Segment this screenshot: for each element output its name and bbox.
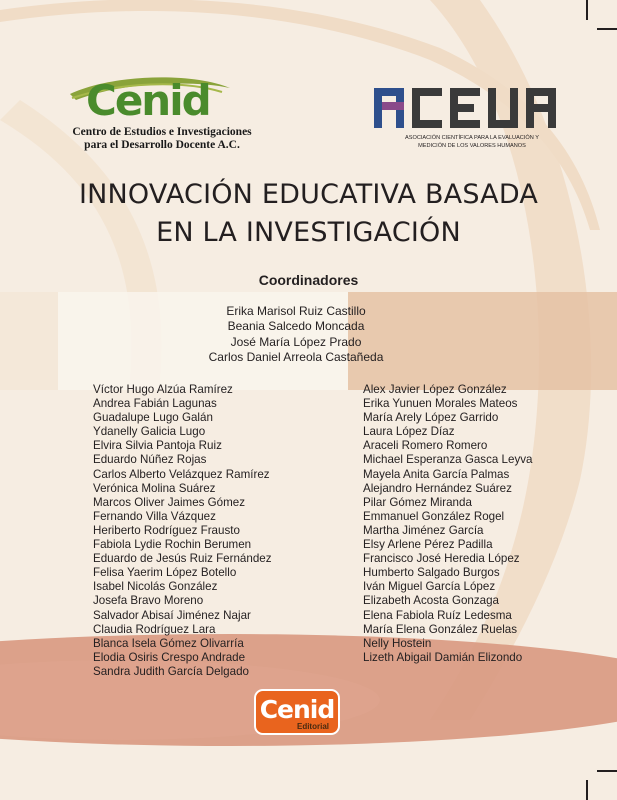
coordinators-heading: Coordinadores — [258, 272, 359, 288]
aceva-subtitle — [372, 134, 572, 150]
editorial-logo-word: Cenid — [259, 695, 335, 724]
author-name: Emmanuel González Rogel — [363, 509, 505, 523]
author-name: Fernando Villa Vázquez — [93, 509, 216, 523]
author-name: Heriberto Rodríguez Frausto — [93, 523, 240, 537]
author-name: Laura López Díaz — [363, 425, 455, 439]
author-name: Marcos Oliver Jaimes Gómez — [93, 495, 246, 509]
author-name: Elsy Arlene Pérez Padilla — [363, 538, 493, 552]
author-name: Fabiola Lydie Rochin Berumen — [93, 538, 252, 552]
author-name: Alejandro Hernández Suárez — [363, 481, 512, 495]
crop-mark — [586, 0, 588, 20]
book-title-line: EN LA INVESTIGACIÓN — [156, 217, 461, 248]
author-name: Verónica Molina Suárez — [93, 481, 216, 495]
author-name: Martha Jiménez García — [363, 523, 484, 537]
aceva-letters-icon — [372, 86, 572, 130]
author-name: Felisa Yaerim López Botello — [93, 566, 237, 580]
book-title-line: INNOVACIÓN EDUCATIVA BASADA — [78, 179, 539, 210]
aceva-subtitle-line: ASOCIACIÓN CIENTÍFICA PARA LA EVALUACIÓN Y — [405, 135, 539, 141]
author-name: Carlos Alberto Velázquez Ramírez — [93, 467, 270, 481]
crop-mark — [597, 770, 617, 772]
crop-mark — [597, 28, 617, 30]
coordinator-name: Beania Salcedo Moncada — [227, 319, 365, 334]
author-name: Erika Yunuen Morales Mateos — [363, 397, 518, 411]
authors-right-column — [363, 383, 533, 665]
editorial-logo-tag: Editorial — [296, 722, 330, 731]
author-name: Salvador Abisaí Jiménez Najar — [93, 608, 251, 622]
crop-mark — [586, 780, 588, 800]
coordinator-name: José María López Prado — [230, 334, 362, 349]
author-name: Sandra Judith García Delgado — [93, 664, 249, 678]
cenid-logo-word: Cenid — [86, 76, 210, 125]
author-name: Isabel Nicolás González — [93, 580, 218, 594]
author-name: Andrea Fabián Lagunas — [93, 397, 217, 411]
author-name: Elena Fabiola Ruíz Ledesma — [363, 608, 512, 622]
author-name: Francisco José Heredia López — [363, 552, 520, 566]
author-name: Michael Esperanza Gasca Leyva — [363, 453, 533, 467]
author-name: Eduardo Núñez Rojas — [93, 453, 207, 467]
coordinator-name: Carlos Daniel Arreola Castañeda — [208, 350, 384, 365]
coordinators-list — [0, 304, 592, 366]
cenid-subtitle-line: Centro de Estudios e Investigaciones — [72, 126, 252, 138]
author-name: Josefa Bravo Moreno — [93, 594, 204, 608]
author-name: Lizeth Abigail Damián Elizondo — [363, 650, 523, 664]
author-name: Elodia Osiris Crespo Andrade — [93, 650, 246, 664]
author-name: Víctor Hugo Alzúa Ramírez — [93, 383, 233, 396]
book-title — [0, 176, 617, 252]
author-name: Nelly Hostein — [363, 636, 432, 650]
author-name: Claudia Rodríguez Lara — [93, 622, 216, 636]
author-name: Ydanelly Galicia Lugo — [93, 425, 206, 439]
author-name: Mayela Anita García Palmas — [363, 467, 510, 481]
author-name: Araceli Romero Romero — [363, 439, 488, 453]
author-name: Alex Javier López González — [363, 383, 507, 396]
author-name: Humberto Salgado Burgos — [363, 566, 500, 580]
cenid-subtitle — [62, 126, 262, 152]
cenid-subtitle-line: para el Desarrollo Docente A.C. — [84, 139, 240, 151]
author-name: Elizabeth Acosta Gonzaga — [363, 594, 499, 608]
author-name: Iván Miguel García López — [363, 580, 496, 594]
author-name: Pilar Gómez Miranda — [363, 495, 472, 509]
coordinator-name: Erika Marisol Ruiz Castillo — [226, 304, 366, 318]
authors-left-column — [93, 383, 272, 679]
author-name: Blanca Isela Gómez Olivarría — [93, 636, 244, 650]
author-name: Guadalupe Lugo Galán — [93, 411, 213, 425]
author-name: Eduardo de Jesús Ruiz Fernández — [93, 552, 272, 566]
author-name: Elvira Silvia Pantoja Ruiz — [93, 439, 222, 453]
aceva-subtitle-line: MEDICIÓN DE LOS VALORES HUMANOS — [418, 143, 526, 149]
author-name: María Elena González Ruelas — [363, 622, 518, 636]
author-name: María Arely López Garrido — [363, 411, 499, 425]
cenid-editorial-logo — [253, 688, 341, 736]
